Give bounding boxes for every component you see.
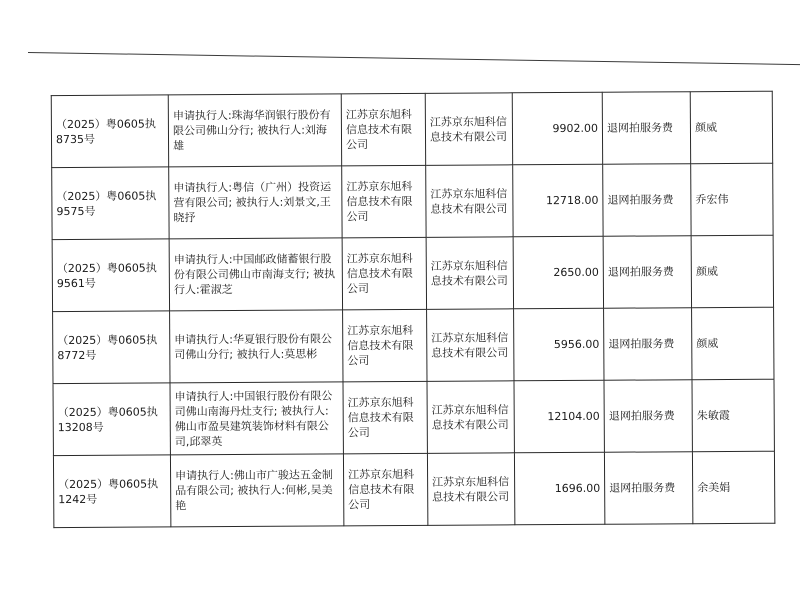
case-number: （2025）粤0605执8772号: [57, 332, 158, 362]
entity-a-cell: [343, 309, 427, 382]
entity-b-cell: [426, 237, 513, 310]
entity-a: 江苏京东旭科信息技术有限公司: [346, 251, 413, 296]
handler-name: 乔宏伟: [695, 192, 729, 207]
amount-cell: [512, 92, 603, 165]
fee-type-cell: [603, 164, 691, 237]
amount: 12718.00: [545, 193, 599, 208]
parties-cell: [169, 238, 342, 311]
case-number: （2025）粤0605执9561号: [56, 260, 157, 290]
handler-cell: [691, 235, 773, 307]
parties-cell: [168, 94, 341, 167]
handler-cell: [692, 379, 774, 451]
parties-text: 申请执行人:中国邮政储蓄银行股份有限公司佛山市南海支行; 被执行人:霍淑芝: [173, 252, 336, 297]
case-number-cell: [53, 455, 170, 528]
table-row: [52, 163, 773, 239]
amount: 9902.00: [552, 121, 599, 136]
table-row: [53, 379, 774, 455]
amount-cell: [514, 308, 605, 381]
entity-a-cell: [342, 165, 426, 238]
amount: 12104.00: [547, 409, 600, 424]
amount-cell: [513, 164, 604, 237]
case-number: （2025）粤0605执9575号: [56, 188, 157, 218]
entity-b-cell: [427, 381, 514, 454]
fee-type-cell: [602, 92, 690, 165]
case-number-cell: [53, 383, 170, 456]
handler-cell: [692, 307, 774, 379]
entity-a: 江苏京东旭科信息技术有限公司: [347, 323, 414, 368]
table-row: [53, 307, 774, 383]
entity-b-cell: [426, 309, 513, 382]
table-row: [52, 235, 773, 311]
amount-cell: [514, 452, 605, 525]
parties-text: 申请执行人:佛山市广骏达五金制品有限公司; 被执行人:何彬,吴美艳: [175, 468, 333, 513]
entity-a: 江苏京东旭科信息技术有限公司: [348, 467, 415, 512]
handler-name: 余美娟: [697, 480, 731, 495]
amount-cell: [514, 380, 605, 453]
fee-type: 退网拍服务费: [607, 265, 674, 279]
parties-text: 申请执行人:珠海华润银行股份有限公司佛山分行; 被执行人:刘海雄: [172, 108, 331, 153]
case-number-cell: [52, 167, 169, 240]
fee-type-cell: [604, 380, 692, 453]
parties-text: 申请执行人:粤信（广州）投资运营有限公司; 被执行人:刘景文,王晓抒: [173, 180, 332, 225]
fee-type: 退网拍服务费: [609, 481, 676, 495]
entity-a-cell: [342, 237, 426, 310]
table-row: [53, 451, 774, 527]
case-number: （2025）粤0605执1242号: [58, 476, 159, 506]
fee-type-cell: [603, 236, 691, 309]
table-row: [51, 91, 772, 167]
fee-type: 退网拍服务费: [608, 409, 675, 423]
entity-b-cell: [427, 453, 514, 526]
fee-type: 退网拍服务费: [608, 337, 675, 351]
fee-type: 退网拍服务费: [606, 121, 674, 135]
parties-text: 申请执行人:华夏银行股份有限公司佛山分行; 被执行人:莫思彬: [174, 331, 333, 361]
handler-name: 颜威: [695, 121, 718, 135]
entity-b: 江苏京东旭科信息技术有限公司: [431, 402, 509, 432]
entity-a: 江苏京东旭科信息技术有限公司: [347, 395, 414, 440]
entity-b: 江苏京东旭科信息技术有限公司: [432, 474, 510, 504]
entity-a-cell: [343, 453, 427, 526]
handler-name: 颜威: [695, 265, 718, 279]
handler-cell: [693, 451, 775, 523]
entity-b: 江苏京东旭科信息技术有限公司: [429, 114, 507, 144]
fee-type-cell: [605, 452, 693, 525]
entity-a-cell: [343, 381, 427, 454]
case-number-cell: [51, 95, 168, 168]
handler-cell: [691, 163, 773, 235]
entity-b: 江苏京东旭科信息技术有限公司: [430, 258, 508, 288]
case-number-cell: [52, 239, 169, 312]
amount: 1696.00: [554, 481, 601, 496]
handler-name: 朱敏霞: [696, 408, 730, 423]
amount: 2650.00: [553, 265, 599, 280]
parties-cell: [170, 382, 343, 455]
amount: 5956.00: [553, 337, 600, 352]
entity-b-cell: [425, 93, 512, 166]
entity-b: 江苏京东旭科信息技术有限公司: [431, 330, 509, 360]
entity-a: 江苏京东旭科信息技术有限公司: [345, 107, 413, 152]
entity-a-cell: [341, 93, 425, 166]
parties-cell: [170, 310, 343, 383]
case-number-cell: [53, 311, 170, 384]
entity-a: 江苏京东旭科信息技术有限公司: [346, 179, 413, 224]
amount-cell: [513, 236, 604, 309]
case-number: （2025）粤0605执13208号: [57, 404, 158, 434]
entity-b-cell: [426, 165, 513, 238]
handler-name: 颜威: [696, 337, 719, 351]
refund-table: [51, 91, 776, 528]
fee-type: 退网拍服务费: [607, 193, 674, 207]
entity-b: 江苏京东旭科信息技术有限公司: [430, 186, 508, 216]
parties-text: 申请执行人:中国银行股份有限公司佛山南海丹灶支行; 被执行人:佛山市盈昊建筑装饰材料有限公司,邱翠英: [174, 388, 333, 448]
case-number: （2025）粤0605执8735号: [55, 116, 156, 146]
parties-cell: [170, 454, 343, 527]
parties-cell: [169, 166, 342, 239]
fee-type-cell: [604, 308, 692, 381]
handler-cell: [690, 91, 772, 163]
